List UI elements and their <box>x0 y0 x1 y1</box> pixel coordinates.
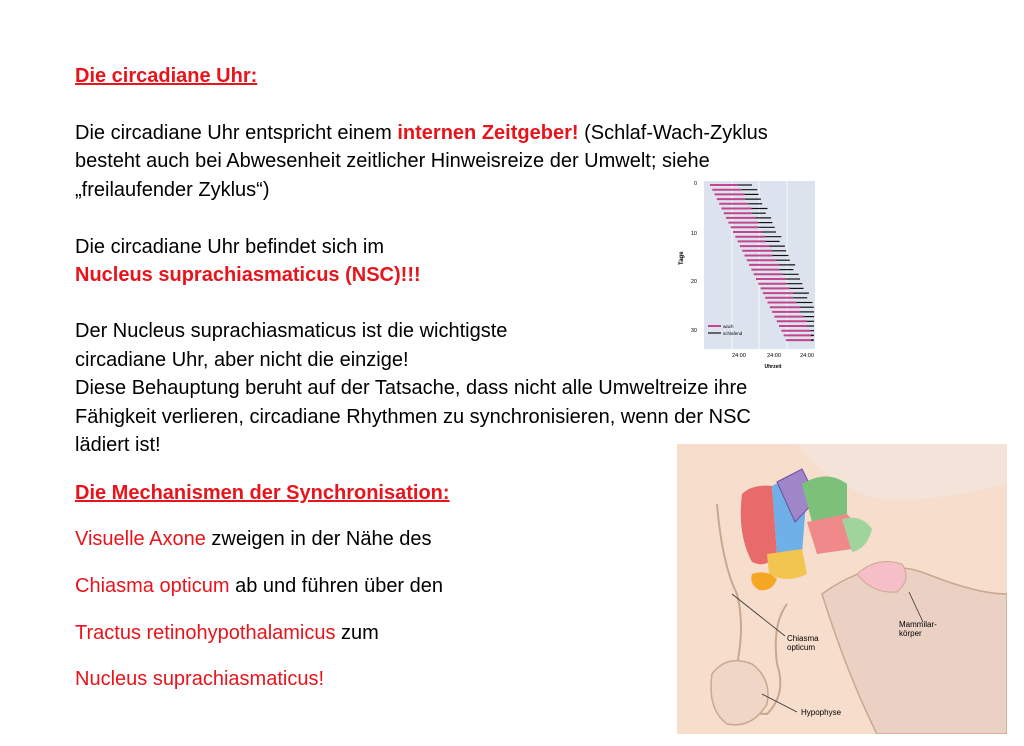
para2-line1: Die circadiane Uhr befindet sich im <box>75 236 385 258</box>
actogram-ytick-20: 20 <box>690 279 697 285</box>
mech-term: Visuelle Axone <box>75 528 206 550</box>
mech-text: zum <box>335 622 379 644</box>
mech-term: Chiasma opticum <box>75 575 230 597</box>
heading-circadian-clock: Die circadiane Uhr: <box>75 65 258 87</box>
mech-line4 <box>75 666 324 692</box>
mech-text: ab und führen über den <box>229 575 444 597</box>
para3-line4: Fähigkeit verlieren, circadiane Rhythmen zu synchronisieren, wenn der NSC <box>75 406 751 428</box>
heading-synchronisation: Die Mechanismen der Synchronisation: <box>75 482 450 504</box>
mech-text: zweigen in der Nähe des <box>205 528 432 550</box>
mech-line3 <box>75 620 379 646</box>
actogram-ytick-0: 0 <box>693 181 697 187</box>
legend-schlafend-label: schlafend <box>723 331 743 336</box>
mech-line1 <box>75 526 432 552</box>
nsc-highlight: Nucleus suprachiasmaticus (NSC)!!! <box>75 264 421 286</box>
brain-illustration <box>677 444 1007 734</box>
actogram-xtick-3: 24:00 <box>800 353 814 359</box>
actogram-figure <box>677 178 818 372</box>
label-chiasma-2: opticum <box>787 643 816 652</box>
para3-line3: Diese Behauptung beruht auf der Tatsache, dass nicht alle Umweltreize ihre <box>75 377 748 399</box>
legend-wach-label: wach <box>723 324 734 329</box>
para3-line5: lädiert ist! <box>75 434 161 456</box>
actogram-xtick-2: 24:00 <box>767 353 781 359</box>
nucleus-yellow <box>767 549 807 579</box>
para3-line1: Der Nucleus suprachiasmaticus ist die wichtigste <box>75 320 508 342</box>
label-mammilar-2: körper <box>899 629 922 638</box>
para1-line1 <box>75 120 768 146</box>
para3-line2: circadiane Uhr, aber nicht die einzige! <box>75 349 409 371</box>
actogram-xlabel: Uhrzeit <box>764 364 782 370</box>
internal-zeitgeber-highlight: internen Zeitgeber! <box>397 122 579 144</box>
actogram-ylabel: Tage <box>679 251 685 265</box>
mech-term: Nucleus suprachiasmaticus! <box>75 668 324 690</box>
label-hypophyse: Hypophyse <box>801 708 842 717</box>
mech-term: Tractus retinohypothalamicus <box>75 622 336 644</box>
para1-line2: besteht auch bei Abwesenheit zeitlicher Hinweisreize der Umwelt; siehe <box>75 150 710 172</box>
para1-text-post: (Schlaf-Wach-Zyklus <box>578 122 768 144</box>
mech-line2 <box>75 573 443 599</box>
para1-line3: „freilaufender Zyklus“) <box>75 179 270 201</box>
para1-text: Die circadiane Uhr entspricht einem <box>75 122 398 144</box>
actogram-ytick-10: 10 <box>690 231 697 237</box>
label-chiasma-1: Chiasma <box>787 634 819 643</box>
actogram-ytick-30: 30 <box>690 328 697 334</box>
actogram-xtick-1: 24:00 <box>732 353 746 359</box>
label-mammilar-1: Mammilar- <box>899 620 937 629</box>
